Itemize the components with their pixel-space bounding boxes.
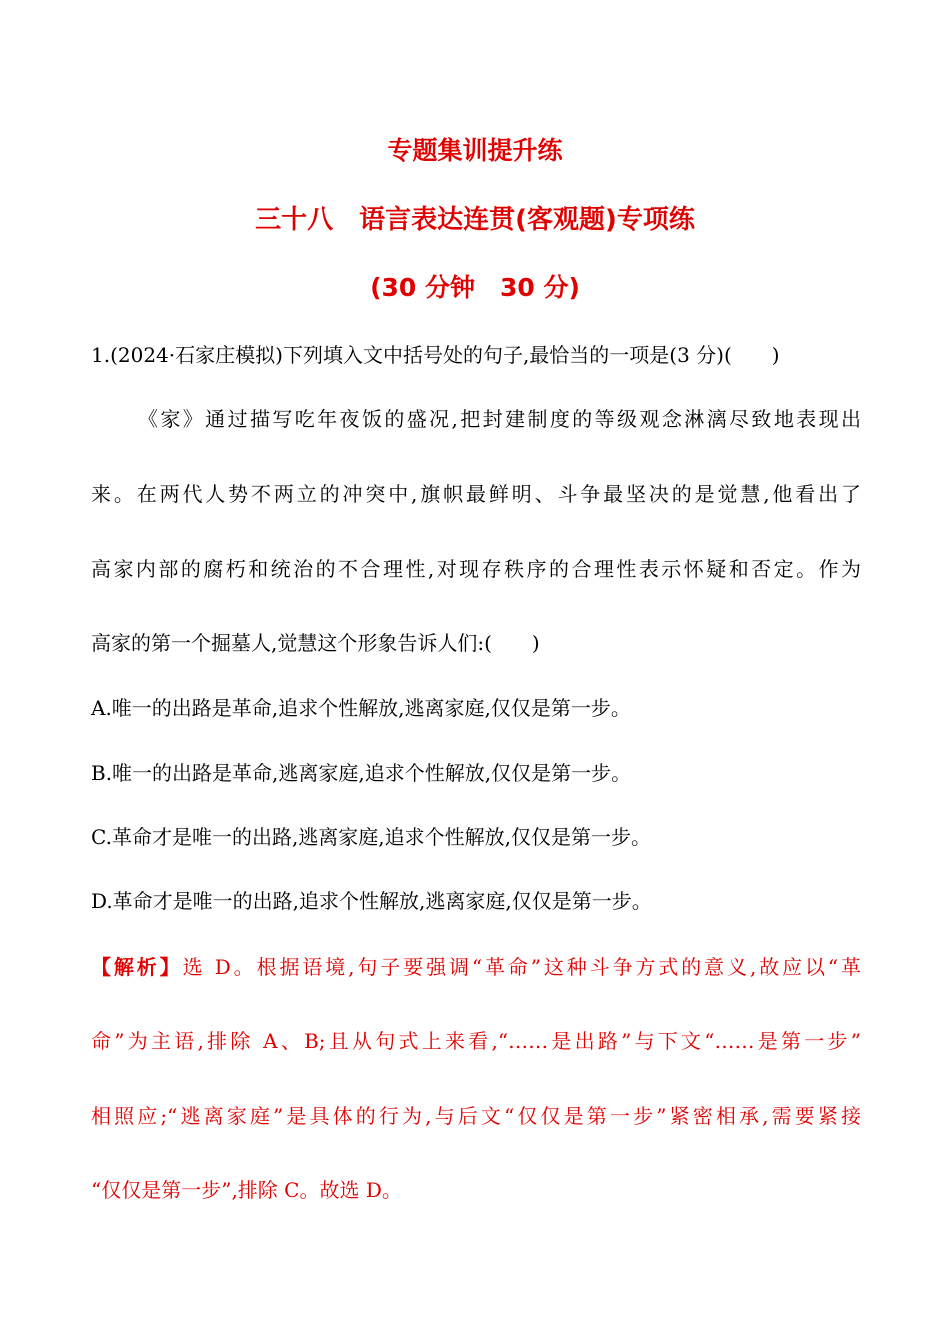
passage-line: 《家》通过描写吃年夜饭的盛况,把封建制度的等级观念淋漓尽致地表现出 (138, 407, 861, 431)
page-title: 专题集训提升练 (387, 136, 563, 165)
passage-line: 来。在两代人势不两立的冲突中,旗帜最鲜明、斗争最坚决的是觉慧,他看出了 (91, 482, 861, 506)
analysis-label: 【解析】 (91, 955, 183, 979)
section-title: 三十八 语言表达连贯(客观题)专项练 (255, 205, 695, 235)
option-d: D.革命才是唯一的出路,追求个性解放,逃离家庭,仅仅是第一步。 (91, 889, 652, 913)
analysis-line: 命”为主语,排除 A、B;且从句式上来看,“……是出路”与下文“……是第一步” (91, 1029, 861, 1053)
analysis-line: 相照应;“逃离家庭”是具体的行为,与后文“仅仅是第一步”紧密相承,需要紧接 (91, 1104, 861, 1128)
option-c: C.革命才是唯一的出路,逃离家庭,追求个性解放,仅仅是第一步。 (91, 825, 652, 849)
question-stem: 1.(2024·石家庄模拟)下列填入文中括号处的句子,最恰当的一项是(3 分)( ) (91, 343, 780, 367)
option-b: B.唯一的出路是革命,逃离家庭,追求个性解放,仅仅是第一步。 (91, 761, 632, 785)
time-limit: (30 分钟 30 分) (370, 273, 580, 302)
analysis-line: “仅仅是第一步”,排除 C。故选 D。 (91, 1178, 402, 1202)
option-a: A.唯一的出路是革命,追求个性解放,逃离家庭,仅仅是第一步。 (91, 696, 631, 720)
analysis-text: 选 D。根据语境,句子要强调“革命”这种斗争方式的意义,故应以“革 (182, 955, 862, 979)
passage-line: 高家内部的腐朽和统治的不合理性,对现存秩序的合理性表示怀疑和否定。作为 (91, 557, 861, 581)
analysis-line (91, 952, 861, 982)
passage-line: 高家的第一个掘墓人,觉慧这个形象告诉人们:( ) (91, 631, 540, 655)
